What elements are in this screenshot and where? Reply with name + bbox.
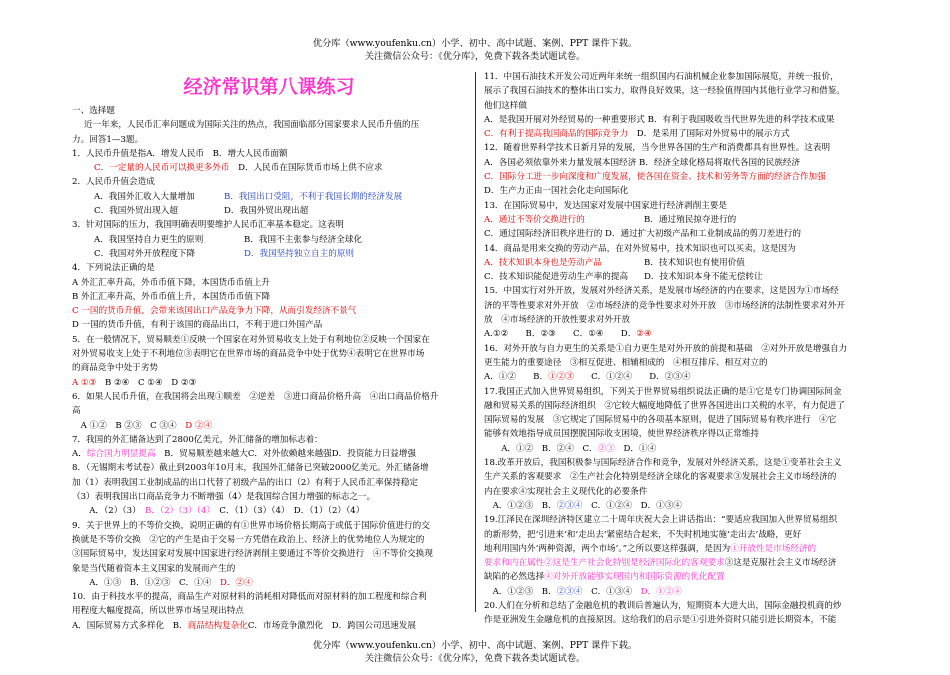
question-3-options: A．我国坚持自力更生的原则 B．我国不主张参与经济全球化 bbox=[94, 234, 363, 245]
answer-highlight: C．一定量的人民币可以换更多外币 bbox=[94, 163, 230, 174]
question-18-options: A．①②③ B．②③④ C．①②④ D．①③④ bbox=[484, 500, 682, 511]
answer-highlight: D．我国坚持独立自主的原则 bbox=[244, 248, 355, 259]
answer-highlight: A ①③ bbox=[72, 377, 97, 388]
header-line-2: 关注微信公众号：《优分库》，免费下载各类试题试卷。 bbox=[364, 51, 586, 62]
question-19: 缺陷的必然选择④对外开放能够实现国内和国际资源的优化配置 bbox=[484, 572, 725, 583]
question-3: 3．针对国际的压力，我国明确表明要维护人民币汇率基本稳定。这表明 bbox=[72, 220, 344, 231]
answer-highlight: D．②④ bbox=[211, 577, 253, 588]
question-1: 1．人民币升值是指A．增发人民币 B．增大人民币面额 bbox=[72, 148, 288, 159]
question-2: 2．人民币升值会造成 bbox=[72, 177, 155, 188]
question-18: 生产关系的客观要求 ②生产社会化特别是经济全球化的客观要求③发展社会主义市场经济的 bbox=[484, 472, 837, 483]
question-11-option: A．是我国开展对外经贸易的一种重要形式 B．有利于我国吸收当代世界先进的科学技术成果 bbox=[484, 114, 835, 125]
question-14-options: C．技术知识能促进劳动生产率的提高 D．技术知识本身不能无偿转让 bbox=[484, 272, 763, 283]
question-18: 18.改革开放后，我国积极参与国际经济合作和竞争，发展对外经济关系，这是①变革社会主义 bbox=[484, 458, 842, 469]
question-11: 他们这样做 bbox=[484, 100, 527, 111]
answer-highlight: D ②④ bbox=[176, 420, 213, 431]
question-12: 12．随着世界科学技术日新月异的发展，当今世界各国的生产和消费都具有世界性。这表明 bbox=[484, 143, 831, 154]
question-5: 的商品竞争中处于劣势 bbox=[72, 363, 158, 374]
question-9: ③国际贸易中，发达国家对发展中国家进行经济剥削主要通过不等价交换进行 ④不等价交换现 bbox=[72, 549, 433, 560]
question-7: 7．我国的外汇储备达到了2800亿美元，外汇储备的增加标志着： bbox=[72, 434, 323, 445]
question-18: 内在要求④实现社会主义现代化的必要条件 bbox=[484, 486, 648, 497]
question-9-options: A．①③ B．①②③ C．①④ D．②④ bbox=[72, 577, 253, 588]
question-9: 象是当代随着资本主义国家的发展而产生的 bbox=[72, 563, 236, 574]
question-15: 放 ④市场经济的开放性要求对外开放 bbox=[484, 315, 631, 326]
question-14: 14．商品是用来交换的劳动产品，在对外贸易中，技术知识也可以买卖，这是因为 bbox=[484, 243, 796, 254]
question-15-options: A.①② B．②③ C．①④ D．②④ bbox=[484, 329, 652, 340]
question-5-options: A ①③ B ②④ C ①④ D ②③ bbox=[72, 377, 197, 388]
question-2-options: A．我国外汇收入大量增加 B．我国出口受阻，不利于我国长期的经济发展 bbox=[94, 191, 403, 202]
question-4-option: B 外汇汇率升高，外币币值上升，本国货币币值下降 bbox=[72, 291, 271, 302]
answer-highlight: 商品结构复杂化 bbox=[187, 620, 248, 631]
question-11-options: C．有利于提高我国商品的国际竞争力 D．是采用了国际对外贸易中的展示方式 bbox=[484, 129, 790, 140]
question-12-option: D．生产力正由一国社会化走向国际化 bbox=[484, 186, 629, 197]
question-19: 要求和内在属性②这是生产社会化特别是经济国际化的客观要求③这是克服社会主义市场经济 bbox=[484, 558, 837, 569]
question-20: 作是亚洲发生金融危机的直接原因。这给我们的启示是①引进外资时只能引进长期资本，不能 bbox=[484, 615, 837, 626]
answer-highlight: ④对外开放能够实现国内和国际资源的优化配置 bbox=[544, 572, 725, 583]
question-17: 融和贸易关系的国际经济组织 ②它较大幅度地降低了世界各国进出口关税的水平，有力促进了 bbox=[484, 400, 845, 411]
answer-highlight: ②④ bbox=[636, 329, 652, 340]
left-column bbox=[72, 70, 466, 633]
question-13: 13．在国际贸易中，发达国家对发展中国家进行经济剥削主要是 bbox=[484, 200, 727, 211]
question-7-options: A．综合国力明显提高 B．贸易顺差越来越大C．对外依赖越来越强D．投资能力日益增强 bbox=[72, 449, 416, 460]
question-10: 用程度大幅度提高，所以世界市场呈现出特点 bbox=[72, 606, 244, 617]
page-header bbox=[0, 37, 950, 63]
footer-line-2: 关注微信公众号：《优分库》，免费下载各类试题试卷。 bbox=[364, 653, 586, 664]
question-12-option: A．各国必须依靠外来力量发展本国经济 B．经济全球化格局将取代各国的民族经济 bbox=[484, 157, 801, 168]
intro-text: 力。回答1—3题。 bbox=[72, 134, 144, 145]
question-6-options: A ①② B ②③ C ③④ D ②④ bbox=[72, 420, 213, 431]
answer-highlight: A．通过不等价交换进行的 bbox=[484, 214, 585, 225]
footer-line-1: 优分库（www.youfenku.cn）小学、初中、高中试题、案例、PPT 课件下载。 bbox=[312, 640, 638, 651]
question-20: 20.人们在分析和总结了金融危机的教训后普遍认为，短期资本大进大出，国际金融投机商的炒 bbox=[484, 600, 842, 611]
question-17: 能够有效地指导成员国摆脱国际收支困境，使世界经济秩序得以正常维持 bbox=[484, 429, 760, 440]
question-8-options: A．（2）（3） B．（2）（3）（4） C．（1）（3）（4） D．（1）（2）（4） bbox=[72, 506, 365, 517]
question-9: 换就是不等价交换 ②它的产生是由于交易一方凭借在政治上、经济上的优势地位人为规定的 bbox=[72, 534, 425, 545]
question-19: 19.江泽民在深圳经济特区建立二十周年庆祝大会上讲话指出：“要适应我国加入世界贸易组织 bbox=[484, 515, 838, 526]
question-19-options: A．①②③ B．②③④ C．①③④ D．①②④ bbox=[484, 586, 682, 597]
answer-highlight: C．国际分工进一步向深度和广度发展，使各国在资金、技术和劳务等方面的经济合作加强 bbox=[484, 172, 826, 183]
answer-highlight: ②③④ bbox=[556, 500, 583, 511]
question-9: 9．关于世界上的不等价交换，说明正确的有①世界市场价格长期高于或低于国际价值进行的交 bbox=[72, 520, 430, 531]
question-13-option: C．通过国际经济旧秩序进行的 D．通过扩大初级产品和工业制成品的剪刀差进行的 bbox=[484, 229, 801, 240]
answer-highlight: ②③④ bbox=[556, 586, 583, 597]
page-title: 经济常识第八课练习 bbox=[183, 76, 355, 98]
question-13-options: A．通过不等价交换进行的 B．通过殖民掠夺进行的 bbox=[484, 213, 880, 227]
question-17: 国际贸易的发展 ③它规定了国际贸易中的各项基本原则，促进了国际贸易有秩序进行 ④它 bbox=[484, 415, 837, 426]
question-16: 16．对外开放与自力更生的关系是①自力更生是对外开放的前提和基础 ②对外开放是增强自力 bbox=[484, 343, 848, 354]
question-11: 11．中国石油技术开发公司近两年来统一组织国内石油机械企业参加国际展览，并统一报价， bbox=[484, 72, 839, 82]
question-8: （3）表明我国出口商品竞争力不断增强（4）是我国综合国力增强的标志之一。 bbox=[72, 492, 376, 503]
question-19: 地利用国内外‘两种资源，两个市场’。”之所以要这样强调，是因为①开放性是市场经济的 bbox=[484, 543, 817, 554]
answer-highlight: C．有利于提高我国商品的国际竞争力 bbox=[484, 129, 629, 140]
right-column bbox=[484, 70, 880, 628]
column-divider bbox=[475, 72, 476, 612]
question-2-options: C．我国外贸出现入超 D．我国外贸出现出超 bbox=[94, 206, 309, 217]
question-15: 15．中国实行对外开放，发展对外经济关系，是发展市场经济的内在要求，这是因为①市场经 bbox=[484, 286, 839, 297]
question-4: 4．下列说法正确的是 bbox=[72, 263, 155, 274]
question-8: 8．（无锡期末考试卷）截止到2003年10月末，我国外汇储备已突破2000亿美元。外汇储备增 bbox=[72, 463, 429, 474]
answer-highlight: ①开放性是市场经济的 bbox=[730, 543, 817, 554]
question-16-options: A．①② B．①②③ C．①②④ D．②③④ bbox=[484, 372, 691, 383]
header-line-1: 优分库（www.youfenku.cn）小学、初中、高中试题、案例、PPT 课件下载。 bbox=[312, 38, 638, 49]
question-10-options: A．国际贸易方式多样化 B．商品结构复杂化C．市场竞争激烈化 D．跨国公司迅速发展 bbox=[72, 620, 416, 631]
question-17-options: A．①② B．②④ C．②③ D．①④ bbox=[484, 443, 657, 454]
page-footer bbox=[0, 639, 950, 665]
answer-highlight: 综合国力明显提高 bbox=[86, 449, 156, 460]
question-15: 济的平等性要求对外开放 ②市场经济的竞争性要求对外开放 ③市场经济的法制性要求对外开 bbox=[484, 300, 845, 311]
question-1-options: C．一定量的人民币可以换更多外币 D．人民币在国际货币市场上供不应求 bbox=[94, 163, 383, 174]
question-8: 加（1）表明我国工业制成品的出口代替了初级产品的出口（2）有利于人民币汇率保持稳定 bbox=[72, 477, 419, 488]
answer-highlight: 要求和内在属性②这是生产社会化特别是经济国际化的客观要求 bbox=[484, 558, 725, 569]
section-heading: 一、选择题 bbox=[72, 106, 115, 116]
answer-highlight: B．（2）（3）（4） bbox=[136, 506, 211, 517]
question-17: 17.我国正式加入世界贸易组织，下列关于世界贸易组织说法正确的是①它是专门协调国际间金 bbox=[484, 386, 842, 397]
question-3-options: C．我国对外开放程度下降 D．我国坚持独立自主的原则 bbox=[94, 248, 355, 259]
question-4-option: D 一国的货币升值，有利于该国的商品出口，不利于进口外国产品 bbox=[72, 320, 323, 331]
question-10: 10．由于科技水平的提高，商品生产对原材料的消耗相对降低而对原材料的加工程度和综合利 bbox=[72, 592, 427, 603]
question-14-options: A．技术知识本身也是劳动产品 B．技术知识也有使用价值 bbox=[484, 256, 880, 270]
question-11: 展示了我国石油技术的整体出口实力，取得良好效果，这一经验值得国内其他行业学习和借鉴。 bbox=[484, 86, 845, 97]
question-5: 5．在一般情况下，贸易顺差①反映一个国家在对外贸易收支上处于有利地位②反映一个国家在 bbox=[72, 334, 430, 345]
answer-highlight: D．①②④ bbox=[632, 586, 682, 597]
question-6: 高 bbox=[72, 406, 81, 417]
answer-highlight: A．技术知识本身也是劳动产品 bbox=[484, 257, 602, 268]
question-4-option: A 外汇汇率升高，外币币值下降，本国货币币值上升 bbox=[72, 277, 271, 288]
answer-highlight: ②③ bbox=[597, 443, 615, 454]
question-19: 的新形势，把‘引进来’和‘走出去’紧密结合起来，不失时机地实施‘走出去’战略，更好 bbox=[484, 529, 802, 540]
question-16: 更生能力的重要途径 ③相互促进、相辅相成的 ④相互排斥、相互对立的 bbox=[484, 357, 768, 368]
answer-highlight: ①②③ bbox=[548, 372, 574, 383]
answer-highlight: B．我国出口受阻，不利于我国长期的经济发展 bbox=[224, 191, 403, 202]
question-5: 对外贸易收支上处于不利地位③表明它在世界市场的商品竞争中处于优势④表明它在世界市场 bbox=[72, 349, 425, 360]
answer-highlight: C 一国的货币升值，会带来该国出口产品竞争力下降，从而引发经济不景气 bbox=[72, 306, 357, 317]
intro-text: 近一年来，人民币汇率问题成为国际关注的热点，我国面临部分国家要求人民币升值的压 bbox=[84, 120, 420, 131]
question-6: 6．如果人民币升值，在我国将会出现①顺差 ②逆差 ③进口商品价格升高 ④出口商品价格升 bbox=[72, 391, 439, 402]
